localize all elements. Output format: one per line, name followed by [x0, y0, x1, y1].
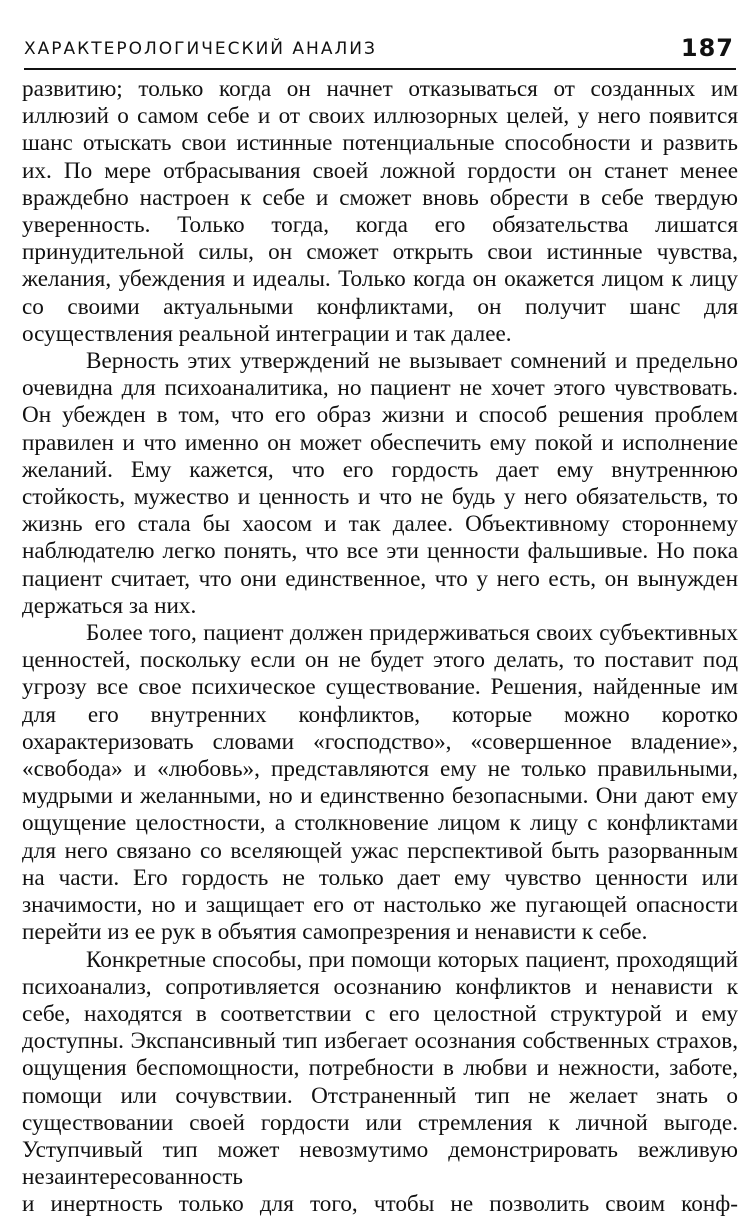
partial-last-line: и инертность только для того, чтобы не позволить своим конф- — [22, 1191, 738, 1218]
page-number: 187 — [680, 34, 734, 62]
paragraph-1: развитию; только когда он начнет отказываться от созданных им иллюзий о самом себе и от своих иллюзорных целей, у него появится шанс отыскать свои истинные потенциальные способности и развить их. По мере отбрасывания своей ложной гордости он станет менее враждебно настроен к себе и сможет вновь обрести в себе твердую уверенность. Только тогда, когда его обязательства лишатся принудительной силы, он сможет открыть свои истинные чувства, желания, убеждения и идеалы. Только когда он окажется лицом к лицу со своими актуальными конфликтами, он получит шанс для осуществления реальной интеграции и так далее. — [22, 76, 738, 347]
running-head — [24, 28, 736, 70]
paragraph-3: Более того, пациент должен придерживаться своих субъективных ценностей, поскольку если он не будет этого делать, то поставит под угрозу все свое психическое существование. Решения, найденные им для его внутренних конфликтов, которые можно коротко охарактеризовать словами «господство», «совершенное владение», «свобода» и «любовь», представляются ему не только правильными, мудрыми и желанными, но и единственно безопасными. Они дают ему ощущение целостности, а столкновение лицом к лицу с конфликтами для него связано со вселяющей ужас перспективой быть разорванным на части. Его гордость не только дает ему чувство ценности или значимости, но и защищает его от настолько же пугающей опасности перейти из ее рук в объятия самопрезрения и ненависти к себе. — [22, 620, 738, 946]
body-text — [22, 76, 738, 1219]
paragraph-2: Верность этих утверждений не вызывает сомнений и предельно очевидна для психоаналитика, но пациент не хочет этого чувствовать. Он убежден в том, что его образ жизни и способ решения проблем правилен и что именно он может обеспечить ему покой и исполнение желаний. Ему кажется, что его гордость дает ему внутреннюю стойкость, мужество и ценность и что не будь у него обязательств, то жизнь его стала бы хаосом и так далее. Объективному стороннему наблюдателю легко понять, что все эти ценности фальшивые. Но пока пациент считает, что они единственное, что у него есть, он вынужден держаться за них. — [22, 348, 738, 619]
paragraph-4: Конкретные способы, при помощи которых пациент, проходящий психоанализ, сопротивляется осознанию конфликтов и ненависти к себе, находятся в соответствии с его целостной структурой и ему доступны. Экспансивный тип избегает осознания собственных страхов, ощущения беспомощности, потребности в любви и нежности, заботе, помощи или сочувствии. Отстраненный тип не желает знать о существовании своей гордости или стремления к личной выгоде. Уступчивый тип может невозмутимо демонстрировать вежливую незаинтересованность — [22, 946, 738, 1191]
running-title: ХАРАКТЕРОЛОГИЧЕСКИЙ АНАЛИЗ — [24, 39, 377, 59]
